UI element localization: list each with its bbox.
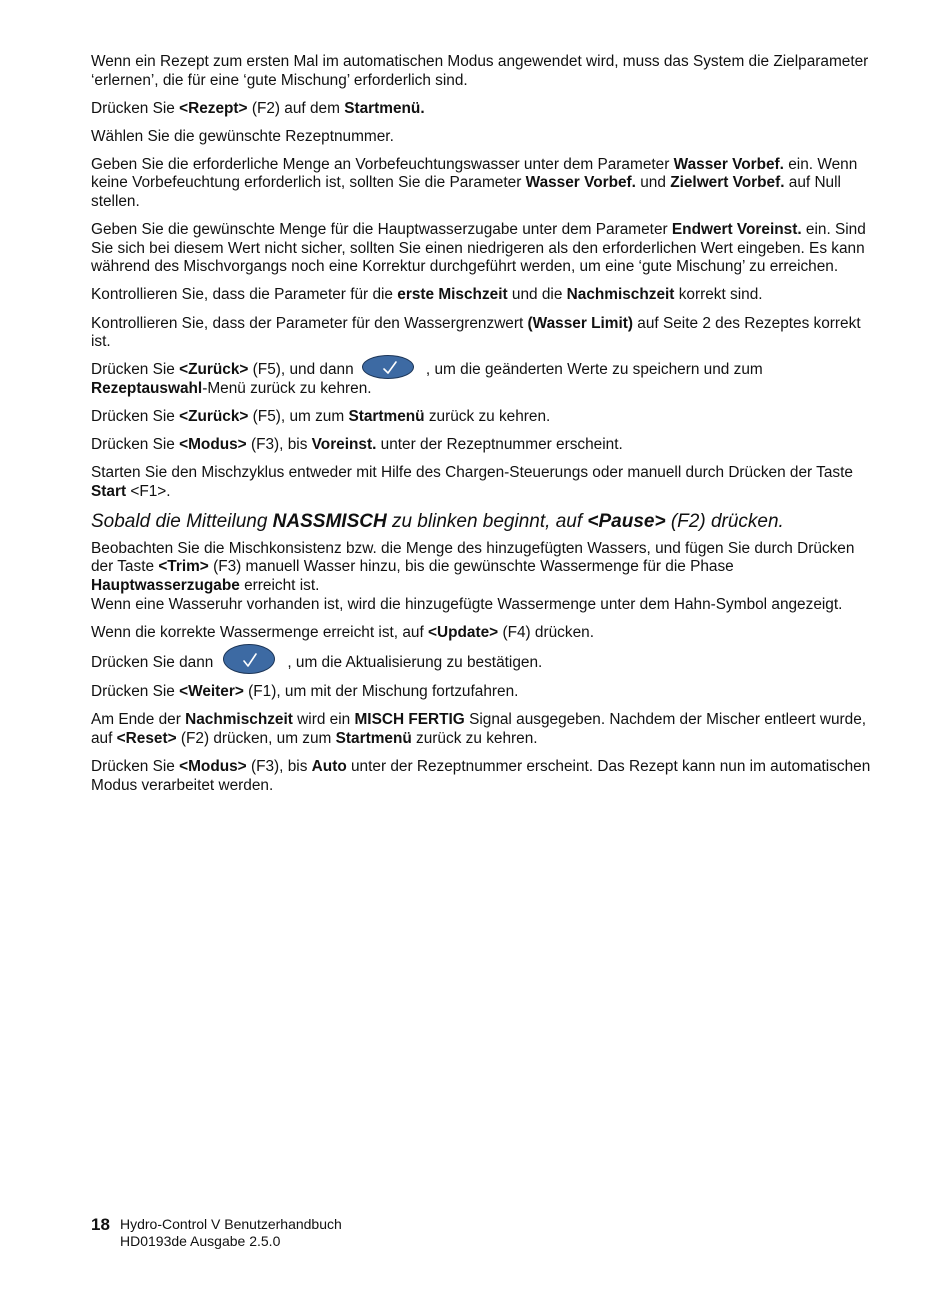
paragraph: Kontrollieren Sie, dass die Parameter für die erste Mischzeit und die Nachmischzeit korrekt sind. [91, 286, 763, 304]
paragraph: Drücken Sie <Zurück> (F5), und dann , um die geänderten Werte zu speichern und zum Rezeptauswahl-Menü zurück zu kehren. [91, 361, 876, 398]
footer-text [120, 1216, 342, 1250]
paragraph: Wählen Sie die gewünschte Rezeptnummer. [91, 127, 394, 145]
paragraph: Wenn eine Wasseruhr vorhanden ist, wird die hinzugefügte Wassermenge unter dem Hahn-Symbol angezeigt. [91, 595, 843, 613]
paragraph: Starten Sie den Mischzyklus entweder mit Hilfe des Chargen-Steuerungs oder manuell durch Drücken der Taste Start <F1>. [91, 464, 853, 500]
paragraph: Geben Sie die gewünschte Menge für die Hauptwasserzugabe unter dem Parameter Endwert Voreinst. ein. Sind Sie sich bei diesem Wert nicht sicher, sollten Sie einen niedrigeren als den erforderlichen Wert eingeben. Es kann während des Mischvorgangs noch eine Korrektur durchgeführt werden, um eine ‘gute Mischung’ zu erreichen. [91, 221, 866, 276]
paragraph: Geben Sie die erforderliche Menge an Vorbefeuchtungswasser unter dem Parameter Wasser Vorbef. ein. Wenn keine Vorbefeuchtung erforderlich ist, sollten Sie die Parameter Wasser Vorbef. und Zielwert Vorbef. auf Null stellen. [91, 155, 858, 211]
manual-edition: HD0193de Ausgabe 2.5.0 [120, 1233, 281, 1249]
paragraph: Drücken Sie dann , um die Aktualisierung zu bestätigen. [91, 652, 876, 674]
paragraph: Drücken Sie <Weiter> (F1), um mit der Mischung fortzufahren. [91, 683, 519, 701]
paragraph: Am Ende der Nachmischzeit wird ein MISCH FERTIG Signal ausgegeben. Nachdem der Mischer entleert wurde, auf <Reset> (F2) drücken, um zum Startmenü zurück zu kehren. [91, 711, 867, 747]
confirm-button-icon [362, 355, 414, 379]
document-body [91, 53, 876, 805]
paragraph: Drücken Sie <Rezept> (F2) auf dem Startmenü. [91, 99, 425, 117]
paragraph: Drücken Sie <Modus> (F3), bis Voreinst. unter der Rezeptnummer erscheint. [91, 436, 623, 454]
italic-instruction: Sobald die Mitteilung NASSMISCH zu blinken beginnt, auf <Pause> (F2) drücken. [91, 510, 784, 532]
page-number: 18 [91, 1215, 110, 1234]
paragraph: Drücken Sie <Modus> (F3), bis Auto unter der Rezeptnummer erscheint. Das Rezept kann nun im automatischen Modus verarbeitet werden. [91, 758, 871, 794]
paragraph: Kontrollieren Sie, dass der Parameter für den Wassergrenzwert (Wasser Limit) auf Seite 2 des Rezeptes korrekt ist. [91, 314, 861, 351]
paragraph: Wenn die korrekte Wassermenge erreicht ist, auf <Update> (F4) drücken. [91, 623, 594, 641]
paragraph: Drücken Sie <Zurück> (F5), um zum Startmenü zurück zu kehren. [91, 407, 551, 425]
paragraph: Beobachten Sie die Mischkonsistenz bzw. die Menge des hinzugefügten Wassers, und fügen Sie durch Drücken der Taste <Trim> (F3) manuell Wasser hinzu, bis die gewünschte Wassermenge für die Phase Hauptwasserzugabe erreicht ist. [91, 539, 855, 595]
confirm-button-icon [223, 644, 275, 674]
paragraph: Wenn ein Rezept zum ersten Mal im automatischen Modus angewendet wird, muss das System die Zielparameter ‘erlernen’, die für eine ‘gute Mischung’ erforderlich sind. [91, 53, 869, 89]
manual-title: Hydro-Control V Benutzerhandbuch [120, 1216, 342, 1232]
